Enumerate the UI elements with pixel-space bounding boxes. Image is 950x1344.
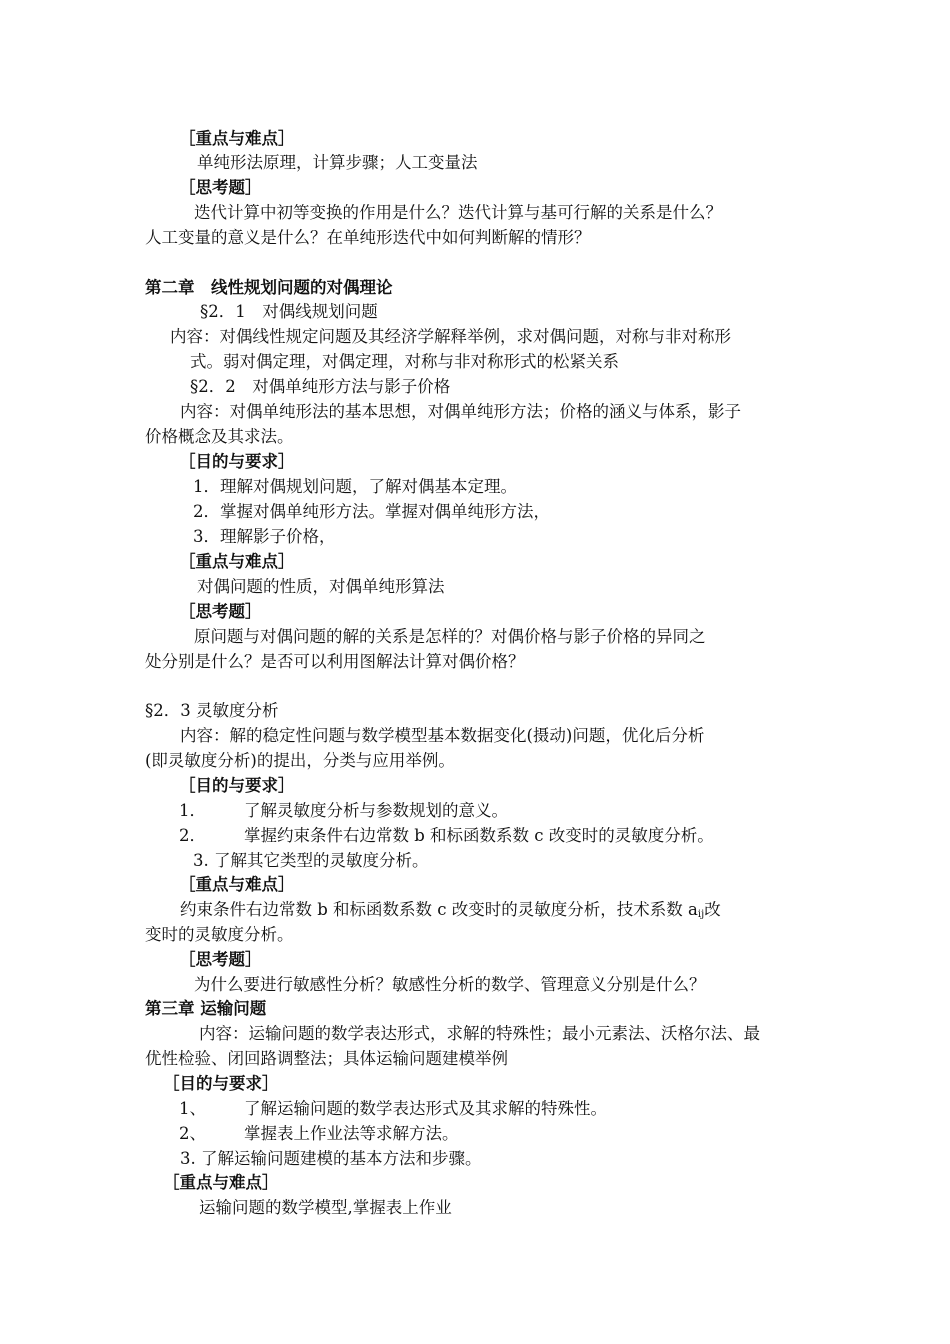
section-heading-key-points: ［重点与难点］ <box>179 552 295 571</box>
paragraph: 处分别是什么？是否可以利用图解法计算对偶价格？ <box>145 652 525 671</box>
paragraph: 内容：运输问题的数学表达形式，求解的特殊性；最小元素法、沃格尔法、最 <box>199 1024 760 1043</box>
section-heading-key-points: ［重点与难点］ <box>179 129 295 148</box>
chapter-title: 第二章 线性规划问题的对偶理论 <box>145 278 393 297</box>
paragraph: 式。弱对偶定理，对偶定理，对称与非对称形式的松紧关系 <box>190 352 619 371</box>
section-title: §2．2 对偶单纯形方法与影子价格 <box>190 377 451 396</box>
list-item: 2．掌握对偶单纯形方法。掌握对偶单纯形方法， <box>193 502 550 521</box>
section-heading-questions: ［思考题］ <box>179 950 262 969</box>
section-title: §2．3 灵敏度分析 <box>145 701 279 720</box>
subscript: ij <box>697 909 705 920</box>
list-number: 1． <box>179 801 206 820</box>
paragraph: 价格概念及其求法。 <box>145 427 294 446</box>
section-title: §2．1 对偶线规划问题 <box>200 302 378 321</box>
list-item: 3. 了解其它类型的灵敏度分析。 <box>193 851 429 870</box>
paragraph: 单纯形法原理，计算步骤；人工变量法 <box>197 153 478 172</box>
chapter-title: 第三章 运输问题 <box>145 999 267 1018</box>
paragraph-text: 约束条件右边常数 b 和标函数系数 c 改变时的灵敏度分析，技术系数 a <box>180 900 698 919</box>
section-heading-key-points: ［重点与难点］ <box>163 1173 279 1192</box>
list-item: 1．理解对偶规划问题，了解对偶基本定理。 <box>193 477 517 496</box>
paragraph: 运输问题的数学模型,掌握表上作业 <box>199 1198 452 1217</box>
paragraph: 变时的灵敏度分析。 <box>145 925 294 944</box>
paragraph: 原问题与对偶问题的解的关系是怎样的？对偶价格与影子价格的异同之 <box>194 627 706 646</box>
list-item: 3．理解影子价格， <box>193 527 336 546</box>
paragraph: 优性检验、闭回路调整法；具体运输问题建模举例 <box>145 1049 508 1068</box>
paragraph: 人工变量的意义是什么？在单纯形迭代中如何判断解的情形？ <box>145 228 591 247</box>
paragraph-text: 改 <box>704 900 721 919</box>
paragraph: 迭代计算中初等变换的作用是什么？迭代计算与基可行解的关系是什么？ <box>194 203 722 222</box>
paragraph: 内容：解的稳定性问题与数学模型基本数据变化(摄动)问题，优化后分析 <box>180 726 705 745</box>
list-item: 掌握表上作业法等求解方法。 <box>244 1124 459 1143</box>
section-heading-questions: ［思考题］ <box>179 178 262 197</box>
section-heading-key-points: ［重点与难点］ <box>179 875 295 894</box>
section-heading-questions: ［思考题］ <box>179 602 262 621</box>
section-heading-goals: ［目的与要求］ <box>179 776 295 795</box>
paragraph: 内容：对偶线性规定问题及其经济学解释举例，求对偶问题，对称与非对称形 <box>170 327 731 346</box>
list-number: 1、 <box>179 1099 206 1118</box>
list-item: 3. 了解运输问题建模的基本方法和步骤。 <box>180 1149 482 1168</box>
section-heading-goals: ［目的与要求］ <box>179 452 295 471</box>
list-number: 2． <box>179 826 206 845</box>
paragraph: 内容：对偶单纯形法的基本思想，对偶单纯形方法；价格的涵义与体系，影子 <box>180 402 741 421</box>
paragraph: (即灵敏度分析)的提出，分类与应用举例。 <box>145 751 455 770</box>
list-number: 2、 <box>179 1124 206 1143</box>
list-item: 掌握约束条件右边常数 b 和标函数系数 c 改变时的灵敏度分析。 <box>244 826 714 845</box>
list-item: 了解运输问题的数学表达形式及其求解的特殊性。 <box>244 1099 607 1118</box>
list-item: 了解灵敏度分析与参数规划的意义。 <box>244 801 508 820</box>
paragraph: 对偶问题的性质，对偶单纯形算法 <box>197 577 445 596</box>
paragraph: 为什么要进行敏感性分析？敏感性分析的数学、管理意义分别是什么？ <box>194 975 706 994</box>
section-heading-goals: ［目的与要求］ <box>163 1074 279 1093</box>
